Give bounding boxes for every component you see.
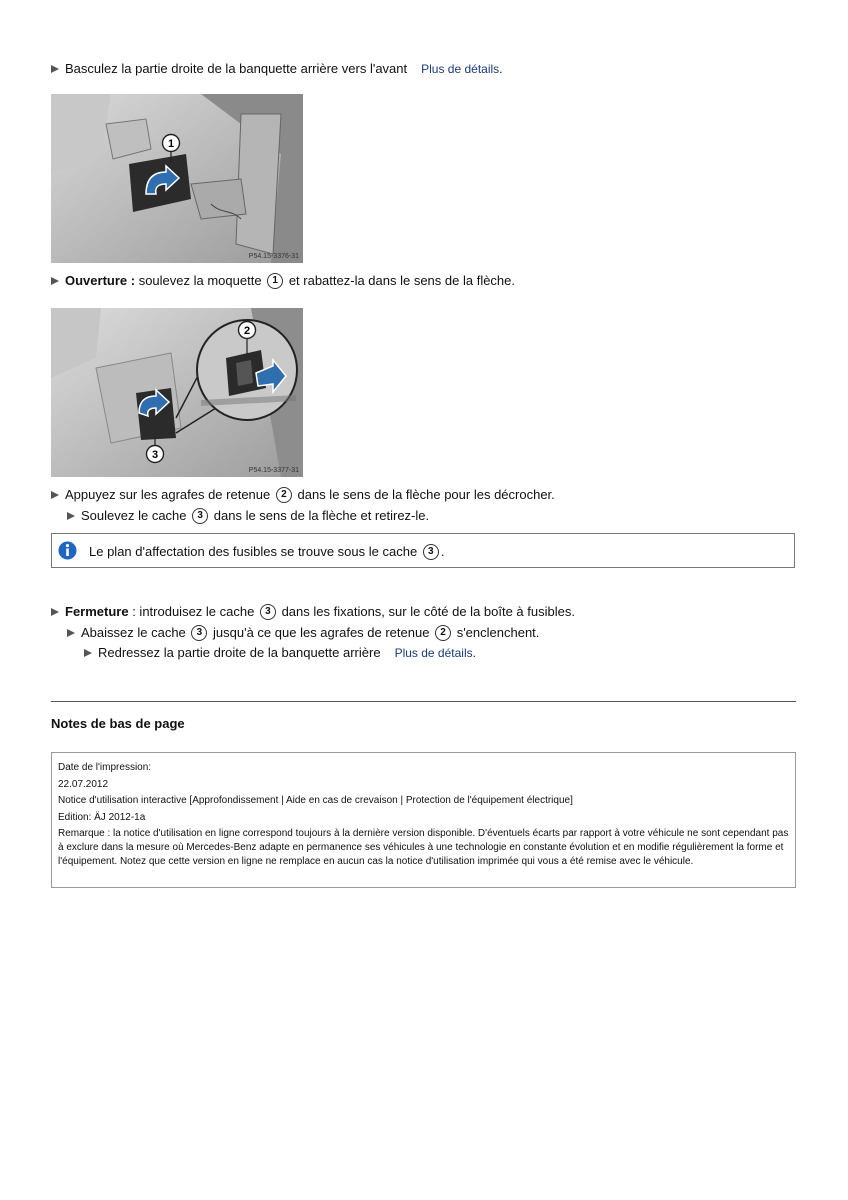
step-text: jusqu'à ce que les agrafes de retenue — [213, 625, 430, 640]
link-dot: . — [499, 62, 503, 76]
step-press-clips — [51, 487, 555, 503]
step-tilt-seat — [51, 61, 503, 77]
footnotes-title: Notes de bas de page — [51, 716, 185, 731]
callout-3-icon: 3 — [192, 508, 208, 524]
callout-number: 3 — [151, 449, 159, 461]
step-text: Appuyez sur les agrafes de retenue — [65, 487, 271, 502]
step-text: soulevez la moquette — [138, 273, 262, 288]
step-text: Redressez la partie droite de la banquette arrière — [98, 645, 381, 660]
step-text: s'enclenchent. — [456, 625, 540, 640]
step-lift-cover — [67, 508, 429, 524]
print-date: 22.07.2012 — [58, 778, 109, 790]
step-text: : introduisez le cache — [132, 604, 255, 619]
closing-label: Fermeture — [65, 604, 129, 619]
info-dot: . — [440, 544, 445, 559]
clips-illustration — [51, 308, 303, 477]
info-icon — [58, 541, 77, 560]
step-lower-cover — [67, 625, 539, 641]
remark: Remarque : la notice d'utilisation en ligne correspond toujours à la dernière version disponible. D'éventuels écarts par rapport à votre véhicule ne sont cependant pas à exclure dans la mesure où Mercedes-Benz adapte en permanence ses véhicules à une technologie en constante évolution et en modifie régulièrement la forme et l'équipement. Notez que cette version en ligne ne remplace en aucun cas la notice d'utilisation imprimée qui vous a été remise avec le véhicule. — [58, 828, 789, 867]
figure-code: P54.15-3377-31 — [248, 467, 299, 474]
bullet-arrow-icon — [51, 65, 59, 73]
bullet-arrow-icon — [51, 277, 59, 285]
step-text: dans le sens de la flèche et retirez-le. — [213, 508, 430, 523]
callout-2-icon: 2 — [276, 487, 292, 503]
bullet-arrow-icon — [51, 608, 59, 616]
step-text: Soulevez le cache — [81, 508, 187, 523]
step-text: dans les fixations, sur le côté de la boîte à fusibles. — [281, 604, 575, 619]
callout-3-icon: 3 — [423, 544, 439, 560]
callout-3-icon: 3 — [260, 604, 276, 620]
callout-number: 2 — [243, 325, 251, 337]
step-raise-seat — [84, 645, 476, 661]
step-text: Basculez la partie droite de la banquette arrière vers l'avant — [65, 61, 408, 76]
info-box — [51, 533, 795, 568]
link-dot: . — [472, 646, 476, 660]
details-link[interactable]: Plus de détails — [394, 646, 473, 660]
info-text-part: Le plan d'affectation des fusibles se trouve sous le cache — [89, 544, 418, 559]
notice-path: Notice d'utilisation interactive [Approfondissement | Aide en cas de crevaison | Protection de l'équipement électrique] — [58, 795, 573, 806]
figure-code: P54.15-3376-31 — [248, 253, 299, 260]
info-text — [89, 544, 444, 560]
step-closing — [51, 604, 575, 620]
callout-2-icon: 2 — [435, 625, 451, 641]
step-text: Abaissez le cache — [81, 625, 186, 640]
carpet-illustration — [51, 94, 303, 263]
details-link[interactable]: Plus de détails — [421, 62, 500, 76]
callout-3-icon: 3 — [191, 625, 207, 641]
bullet-arrow-icon — [51, 491, 59, 499]
footnotes-box — [51, 752, 796, 888]
bullet-arrow-icon — [67, 512, 75, 520]
figure-carpet — [51, 94, 303, 263]
step-opening — [51, 273, 515, 289]
step-text: dans le sens de la flèche pour les décrocher. — [297, 487, 555, 502]
bullet-arrow-icon — [67, 629, 75, 637]
opening-label: Ouverture : — [65, 273, 136, 288]
bullet-arrow-icon — [84, 649, 92, 657]
divider — [51, 701, 796, 702]
callout-1-icon: 1 — [267, 273, 283, 289]
figure-clips-cover — [51, 308, 303, 477]
edition: Edition: ÄJ 2012-1a — [58, 811, 146, 823]
print-date-label: Date de l'impression: — [58, 762, 152, 773]
step-text: et rabattez-la dans le sens de la flèche. — [288, 273, 516, 288]
callout-number: 1 — [167, 138, 175, 150]
